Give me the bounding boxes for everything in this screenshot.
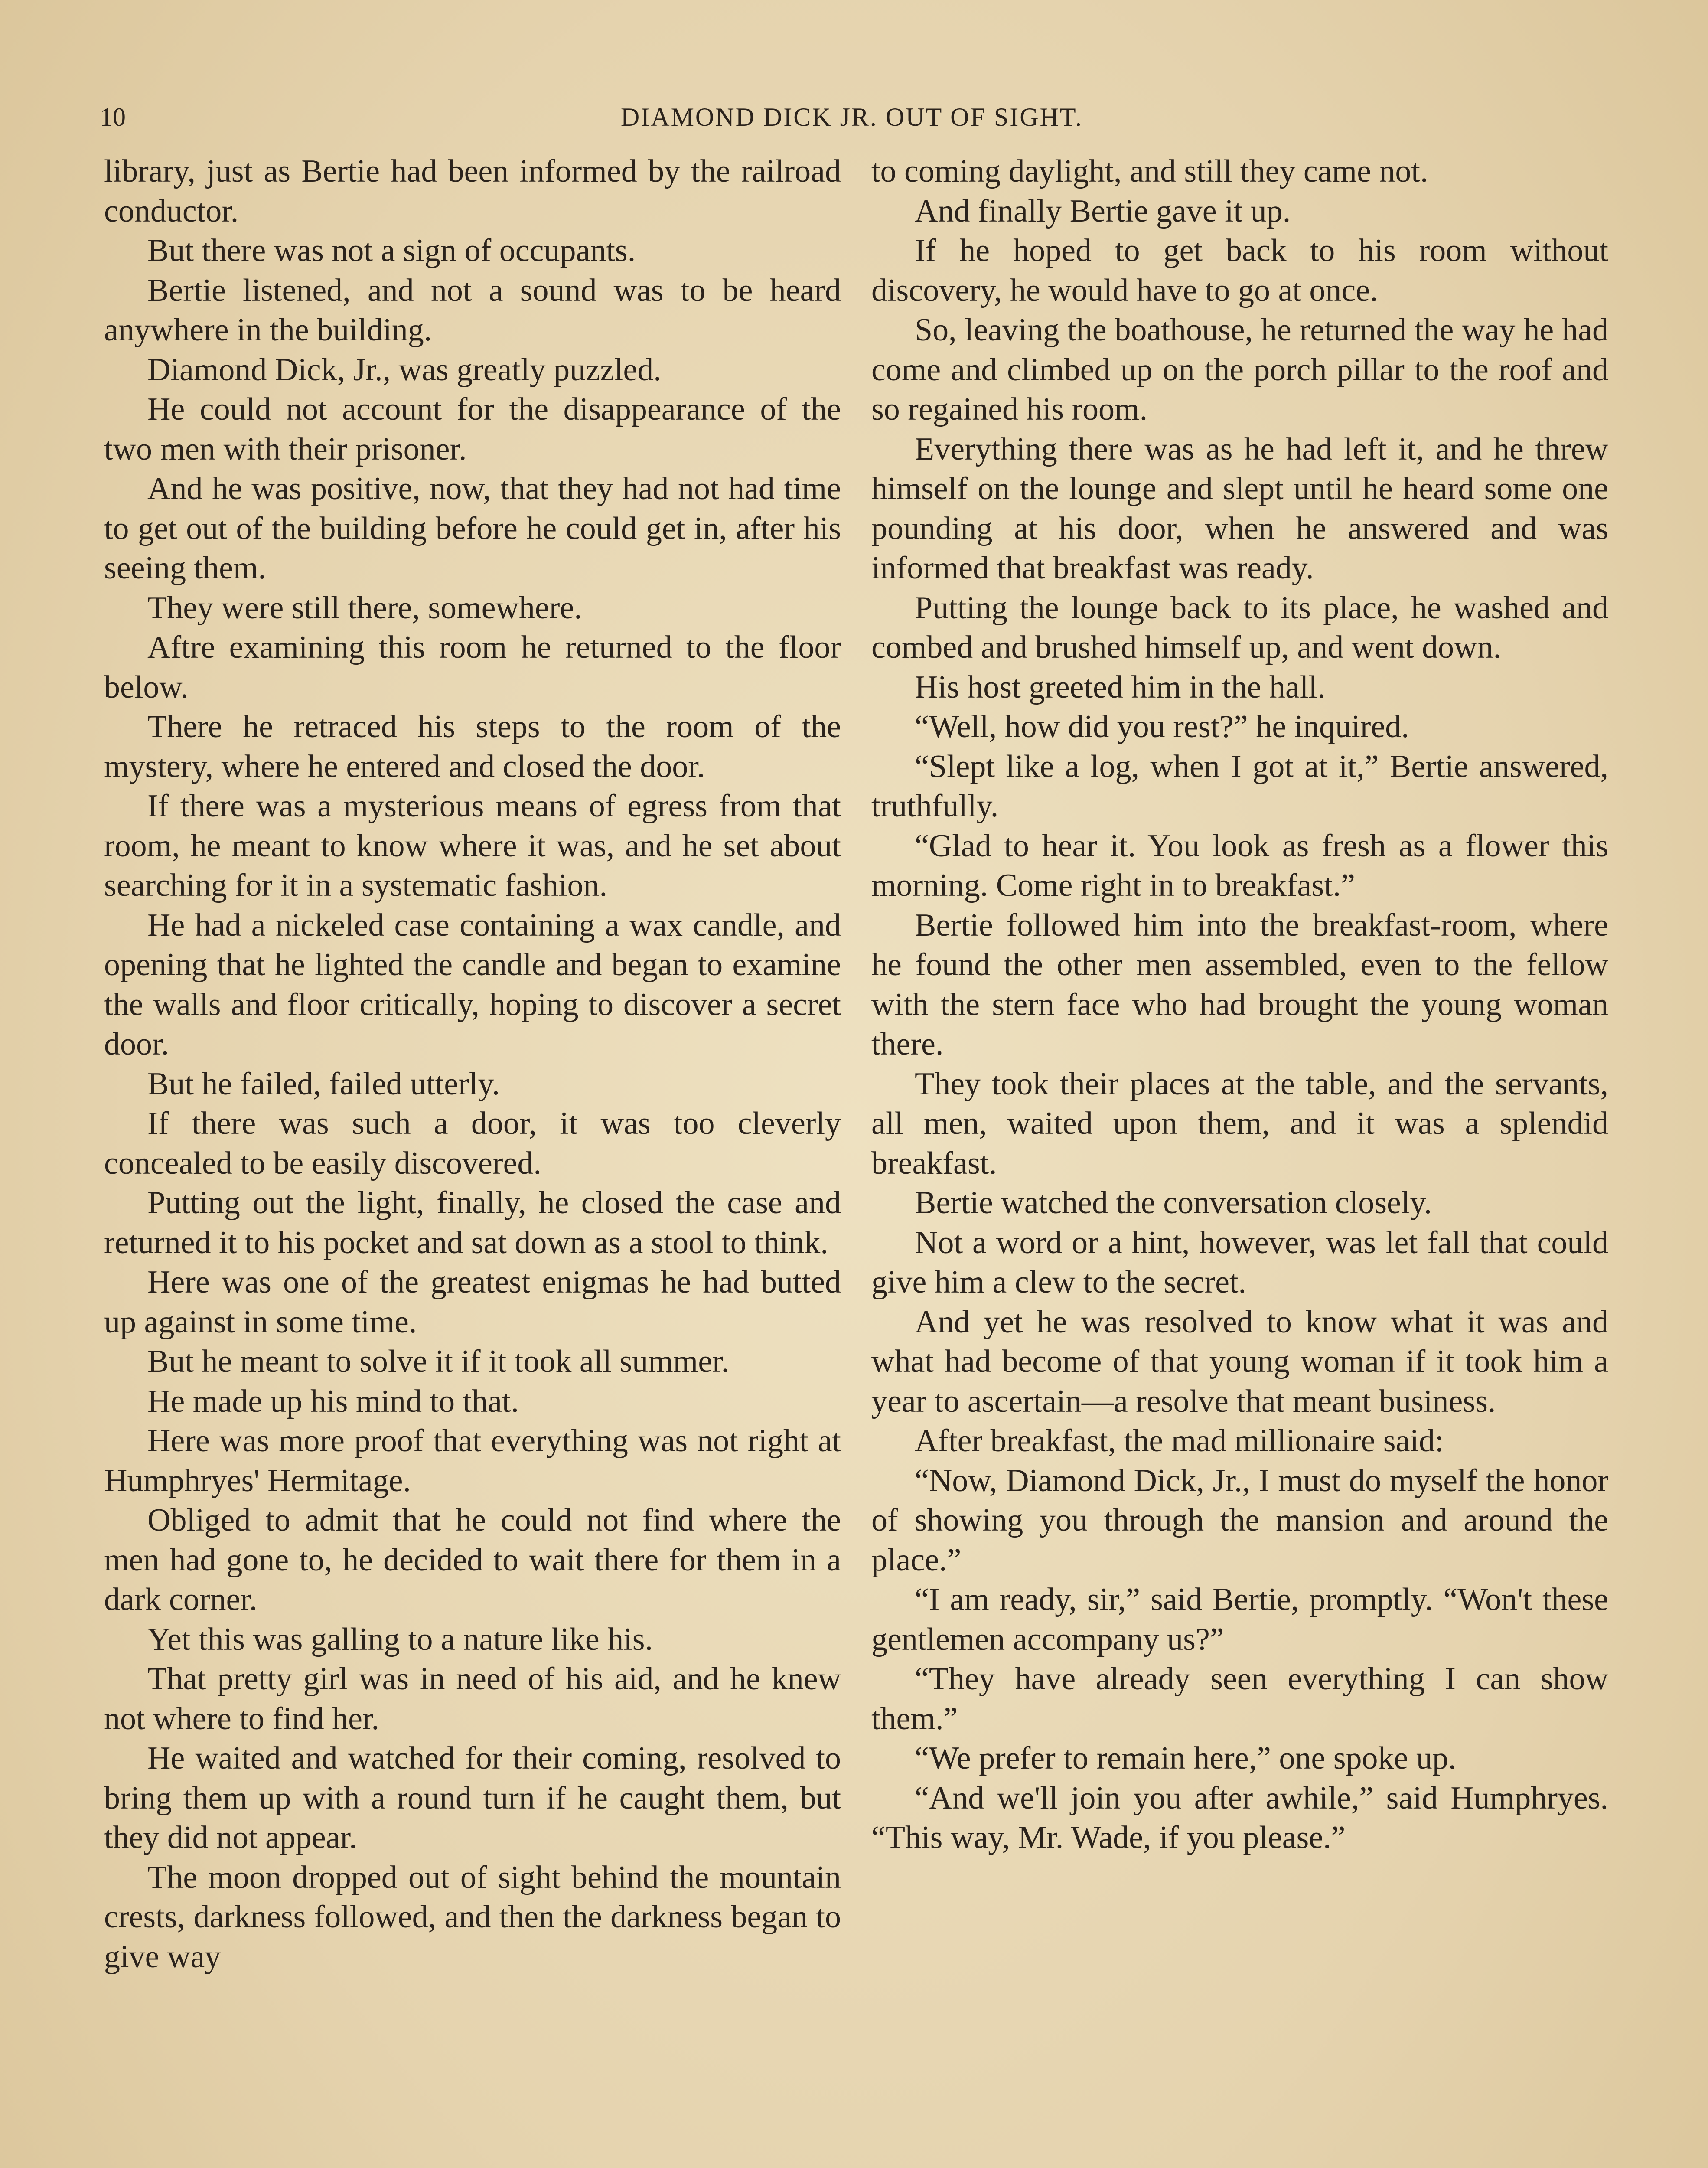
paragraph: He waited and watched for their coming, resolved to bring them up with a round turn if he caught them, but they did not appear. [104,1740,841,1855]
paragraph: And finally Bertie gave it up. [915,193,1291,229]
paragraph: And yet he was resolved to know what it was and what had become of that young woman if it took him a year to ascertain—a resolve that meant business. [871,1304,1608,1419]
paragraph: library, just as Bertie had been informed by the railroad conductor. [104,153,841,229]
paragraph: The moon dropped out of sight behind the mountain crests, darkness followed, and then the darkness began to give way [104,1859,841,1975]
paragraph: They were still there, somewhere. [147,590,582,626]
left-column [104,152,841,2168]
paragraph: Bertie followed him into the breakfast-room, where he found the other men assembled, even to the fellow with the stern face who had brought the young woman there. [871,907,1608,1062]
paragraph: But there was not a sign of occupants. [147,233,636,268]
paragraph: Yet this was galling to a nature like his. [147,1621,653,1657]
paragraph: After breakfast, the mad millionaire said: [915,1423,1444,1459]
paragraph: “And we'll join you after awhile,” said Humphryes. “This way, Mr. Wade, if you please.” [871,1780,1608,1855]
paragraph: Diamond Dick, Jr., was greatly puzzled. [147,352,662,388]
paragraph: Obliged to admit that he could not find where the men had gone to, he decided to wait there for them in a dark corner. [104,1502,841,1617]
paragraph: So, leaving the boathouse, he returned the way he had come and climbed up on the porch pillar to the roof and so regained his room. [871,312,1608,427]
paragraph: Here was more proof that everything was not right at Humphryes' Hermitage. [104,1423,841,1499]
paragraph: But he meant to solve it if it took all summer. [147,1344,730,1379]
paragraph: Aftre examining this room he returned to the floor below. [104,630,841,705]
paragraph: Putting the lounge back to its place, he washed and combed and brushed himself up, and went down. [871,590,1608,665]
paragraph: Not a word or a hint, however, was let fall that could give him a clew to the secret. [871,1224,1608,1300]
running-title: DIAMOND DICK JR. OUT OF SIGHT. [620,103,1083,131]
paragraph: If there was a mysterious means of egress from that room, he meant to know where it was, and he set about searching for it in a systematic fashion. [104,788,841,903]
paragraph: Here was one of the greatest enigmas he had butted up against in some time. [104,1264,841,1340]
paragraph: But he failed, failed utterly. [147,1066,500,1102]
paragraph: If there was such a door, it was too cleverly concealed to be easily discovered. [104,1106,841,1181]
paragraph: Bertie listened, and not a sound was to be heard anywhere in the building. [104,272,841,348]
paragraph: And he was positive, now, that they had not had time to get out of the building before he could get in, after his seeing them. [104,471,841,586]
paragraph: He could not account for the disappearance of the two men with their prisoner. [104,392,841,467]
paragraph: He made up his mind to that. [147,1383,519,1419]
paragraph: “Slept like a log, when I got at it,” Bertie answered, truthfully. [871,748,1608,824]
paragraph: That pretty girl was in need of his aid, and he knew not where to find her. [104,1661,841,1737]
paragraph: “They have already seen everything I can show them.” [871,1661,1608,1737]
paragraph: There he retraced his steps to the room of the mystery, where he entered and closed the door. [104,709,841,784]
paragraph: His host greeted him in the hall. [915,669,1326,705]
paragraph: If he hoped to get back to his room without discovery, he would have to go at once. [871,233,1608,308]
paragraph: to coming daylight, and still they came not. [871,153,1428,189]
paragraph: Putting out the light, finally, he closed the case and returned it to his pocket and sat down as a stool to think. [104,1185,841,1260]
paragraph: “I am ready, sir,” said Bertie, promptly. “Won't these gentlemen accompany us?” [871,1582,1608,1657]
paragraph: Everything there was as he had left it, and he threw himself on the lounge and slept until he heard some one pounding at his door, when he answered and was informed that breakfast was ready. [871,431,1608,586]
right-column [871,152,1608,2168]
paragraph: “Now, Diamond Dick, Jr., I must do myself the honor of showing you through the mansion and around the place.” [871,1463,1608,1578]
page-header [100,98,1604,137]
paragraph: “Glad to hear it. You look as fresh as a flower this morning. Come right in to breakfast.” [871,828,1608,903]
paragraph: “We prefer to remain here,” one spoke up. [915,1740,1457,1776]
paragraph: “Well, how did you rest?” he inquired. [915,709,1409,744]
page-number: 10 [100,103,126,131]
paragraph: Bertie watched the conversation closely. [915,1185,1432,1221]
paragraph: They took their places at the table, and the servants, all men, waited upon them, and it was a splendid breakfast. [871,1066,1608,1181]
paragraph: He had a nickeled case containing a wax candle, and opening that he lighted the candle and began to examine the walls and floor critically, hoping to discover a secret door. [104,907,841,1062]
